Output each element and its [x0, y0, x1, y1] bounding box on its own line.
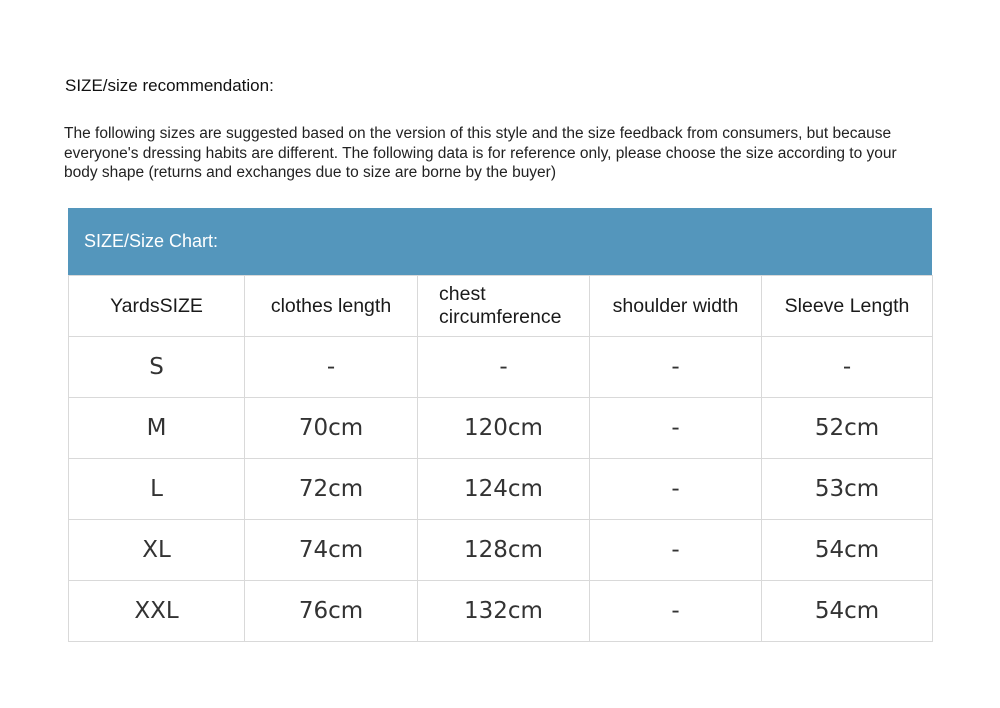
size-cell: S [69, 337, 245, 398]
clothes-length-cell: 72cm [245, 459, 418, 520]
column-header-sleeve-length: Sleeve Length [762, 276, 933, 337]
column-header-shoulder-width: shoulder width [590, 276, 762, 337]
sleeve-length-cell: 52cm [762, 398, 933, 459]
clothes-length-cell: 70cm [245, 398, 418, 459]
intro-text: The following sizes are suggested based on the version of this style and the size feedback from consumers, but because everyone's dressing habits are different. The following data is for reference only, please choose the size according to your body shape (returns and exchanges due to size are borne by the buyer) [64, 125, 897, 181]
column-header-clothes-length: clothes length [245, 276, 418, 337]
size-chart [68, 208, 932, 642]
page-title: SIZE/size recommendation: [65, 76, 274, 95]
table-row [69, 337, 933, 398]
column-header-chest-circumference: chest circumference [418, 276, 590, 337]
table-header-row [69, 276, 933, 337]
chest-circumference-cell: 128cm [418, 520, 590, 581]
sleeve-length-cell: - [762, 337, 933, 398]
shoulder-width-cell: - [590, 520, 762, 581]
chest-circumference-cell: 132cm [418, 581, 590, 642]
shoulder-width-cell: - [590, 398, 762, 459]
table-row [69, 398, 933, 459]
table-row [69, 459, 933, 520]
shoulder-width-cell: - [590, 337, 762, 398]
table-row [69, 520, 933, 581]
chest-circumference-cell: 120cm [418, 398, 590, 459]
size-cell: XL [69, 520, 245, 581]
sleeve-length-cell: 54cm [762, 520, 933, 581]
size-chart-header: SIZE/Size Chart: [68, 208, 932, 275]
chest-circumference-cell: 124cm [418, 459, 590, 520]
size-cell: M [69, 398, 245, 459]
size-cell: XXL [69, 581, 245, 642]
table-row [69, 581, 933, 642]
sleeve-length-cell: 53cm [762, 459, 933, 520]
shoulder-width-cell: - [590, 581, 762, 642]
clothes-length-cell: - [245, 337, 418, 398]
shoulder-width-cell: - [590, 459, 762, 520]
clothes-length-cell: 74cm [245, 520, 418, 581]
sleeve-length-cell: 54cm [762, 581, 933, 642]
size-table [68, 275, 933, 642]
size-cell: L [69, 459, 245, 520]
chest-circumference-cell: - [418, 337, 590, 398]
clothes-length-cell: 76cm [245, 581, 418, 642]
column-header-size: YardsSIZE [69, 276, 245, 337]
